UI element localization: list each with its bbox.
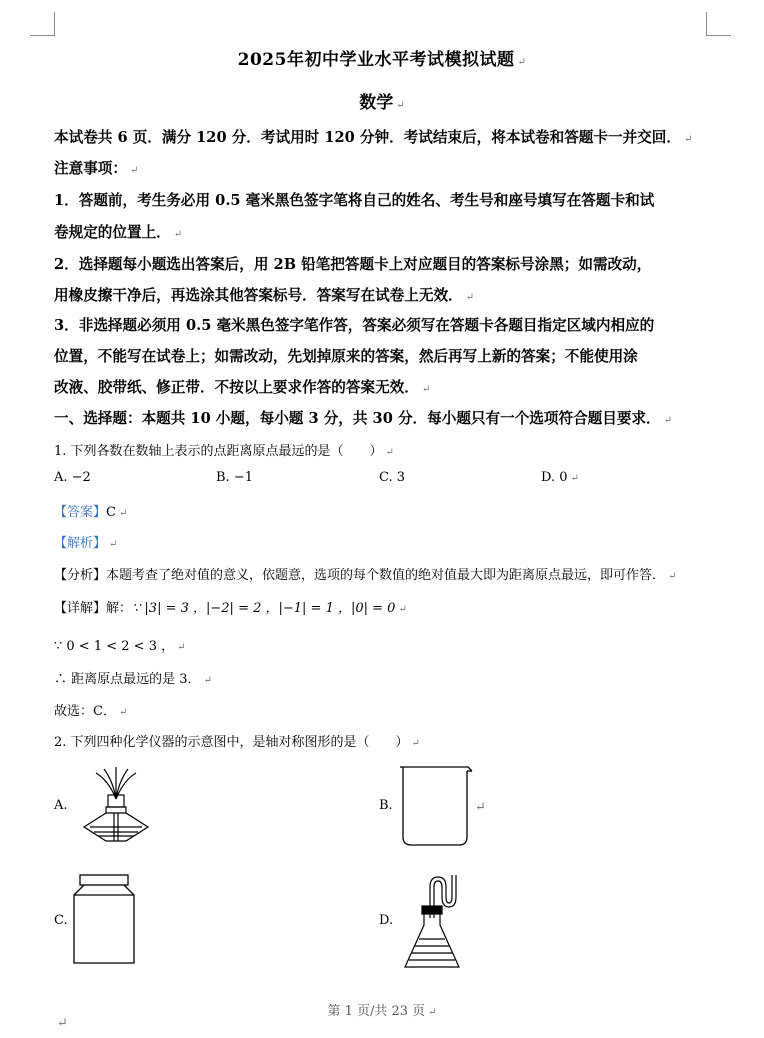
conical-flask-figure [402,873,472,971]
note-line-5: 3．非选择题必须用 0.5 毫米黑色签字笔作答，答案必须写在答题卡各题目指定区域内相应的 [54,317,655,334]
q1-fenxi: 【分析】本题考查了绝对值的意义，依题意，选项的每个数值的绝对值最大即为距离原点最远，即可作答． ↵ [54,568,677,583]
q1-option-c: C. 3 [379,470,406,485]
note-line-1: 1．答题前，考生务必用 0.5 毫米黑色签字笔将自己的姓名、考生号和座号填写在答题卡和试 [54,192,655,209]
intro-text: 本试卷共 6 页．满分 120 分．考试用时 120 分钟．考试结束后，将本试卷和答题卡一并交回． ↵ [54,129,693,146]
crop-mark-top-left-v [54,12,55,36]
q2-stem: 2. 下列四种化学仪器的示意图中，是轴对称图形的是（ ） ↵ [54,735,420,750]
page-footer: 第 1 页/共 23 页 ↵ [327,1004,437,1019]
section-heading: 一、选择题：本题共 10 小题，每小题 3 分，共 30 分．每小题只有一个选项符合题目要求． ↵ [54,410,673,427]
page-title: 2025年初中学业水平考试模拟试题 ↵ [237,50,527,70]
q1-option-a: A. −2 [54,470,91,485]
q2-label-d: D. [379,913,394,928]
note-line-4: 用橡皮擦干净后，再选涂其他答案标号．答案写在试卷上无效． ↵ [54,287,475,304]
q2-return-mark-b: ↵ [475,800,486,815]
reagent-bottle-figure [72,873,136,967]
subject-title: 数学 ↵ [359,93,405,113]
note-line-6: 位置，不能写在试卷上；如需改动，先划掉原来的答案，然后再写上新的答案；不能使用涂 [54,348,638,365]
q2-label-a: A. [54,798,68,813]
crop-mark-top-left-h [30,35,55,36]
notes-heading: 注意事项： ↵ [54,160,139,177]
q1-step-1: ∵ 0 < 1 < 2 < 3 ， ↵ [54,639,186,654]
q2-label-c: C. [54,913,68,928]
q1-analysis-tag: 【解析】 ↵ [54,536,118,551]
q2-label-b: B. [379,798,393,813]
beaker-figure [398,765,473,847]
q1-conclusion: 故选：C． ↵ [54,704,128,719]
q1-stem: 1. 下列各数在数轴上表示的点距离原点最远的是（ ） ↵ [54,444,394,459]
alcohol-lamp-figure [76,765,156,845]
crop-mark-top-right-h [706,35,731,36]
q1-option-d: D. 0 ↵ [541,470,579,485]
q1-step-2: ∴ 距离原点最远的是 3． ↵ [54,672,212,687]
note-line-7: 改液、胶带纸、修正带．不按以上要求作答的答案无效． ↵ [54,379,431,396]
crop-mark-top-right-v [706,12,707,36]
q1-answer: 【答案】C ↵ [54,505,128,520]
q1-option-b: B. −1 [216,470,253,485]
final-return-mark: ↵ [57,1016,68,1031]
note-line-2: 卷规定的位置上． ↵ [54,224,183,241]
q1-detail: 【详解】解：∵ |3| = 3 ，|−2| = 2 ，|−1| = 1 ，|0| = 0 ↵ [54,601,407,616]
note-line-3: 2．选择题每小题选出答案后，用 2B 铅笔把答题卡上对应题目的答案标号涂黑；如需改动， [54,256,652,273]
